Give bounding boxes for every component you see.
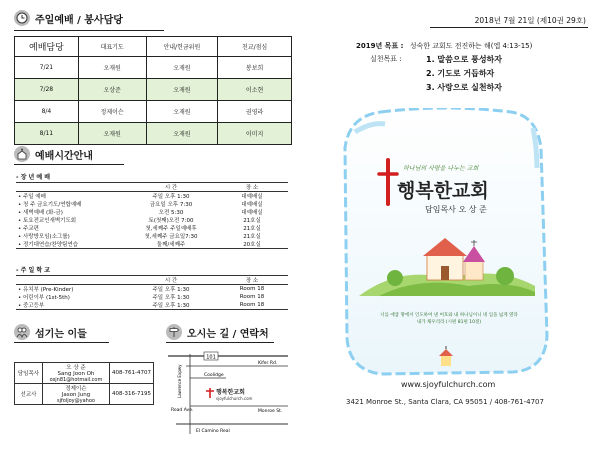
schedule-name: • 중고등부: [18, 303, 45, 309]
schedule-name: • 주일 예배: [18, 194, 46, 200]
helpers-section-title: [14, 324, 87, 340]
duty-title-text: 주일예배 / 봉사담당: [35, 14, 123, 26]
coolidge-label: Coolidge: [204, 373, 224, 378]
duty-col-header: 친교/점심: [218, 37, 292, 57]
schedule-name: • 새벽예배 (화-금): [18, 210, 63, 216]
schedule-place: 21호실: [243, 234, 261, 240]
church-icon: [14, 146, 30, 162]
duty-prayer: 정제이슨: [78, 101, 146, 123]
schedule-place: 20호실: [243, 242, 261, 248]
table-row: [16, 192, 288, 201]
duty-usher: 오재원: [146, 79, 218, 101]
kifer-road-label: Kifer Rd.: [258, 361, 278, 366]
helper-role: 선교사: [15, 384, 43, 405]
helper-name: 오 상 준: [43, 363, 110, 372]
map-church-cross-icon: [206, 388, 214, 398]
schedule-time: 오전 5:30: [158, 210, 184, 216]
sunday-school-label: - 주 일 학 교: [16, 267, 51, 274]
schedule-place: 21호실: [243, 226, 261, 232]
table-row: [16, 285, 288, 294]
duty-col-header: 예배담당: [15, 37, 79, 57]
bulletin-date: 2018년 7월 21일 (제10권 29호): [474, 16, 586, 25]
table-row: [16, 240, 288, 249]
schedule-time: 주일 오후 1:30: [152, 287, 190, 293]
schedule-time: 주일 오후 1:30: [152, 194, 190, 200]
schedule-time: 첫,세째주 금요일7:30: [144, 234, 198, 240]
duty-usher: 오재원: [146, 101, 218, 123]
schedule-time: 토(첫째)오전 7:00: [148, 218, 194, 224]
helpers-title-underline: [14, 342, 109, 343]
directions-map: [166, 350, 290, 436]
helper-email: sjfoljoy@yahoo: [43, 398, 110, 405]
schedule-name: • 어린이부 (1st-5th): [18, 295, 70, 301]
duty-col-header: 안내/헌금위원: [146, 37, 218, 57]
table-row: [16, 224, 288, 232]
directions-title-text: 오시는 길 / 연락처: [187, 328, 269, 340]
duty-date: 7/21: [15, 57, 79, 79]
duty-date: 7/28: [15, 79, 79, 101]
goal-item: 3. 사랑으로 실천하자: [426, 83, 502, 92]
duty-fellowship: 이소현: [218, 79, 292, 101]
helper-phone: 408-316-7195: [110, 384, 154, 405]
helpers-title-text: 섬기는 이들: [35, 328, 87, 340]
practice-label: 실천목표 :: [370, 55, 402, 63]
table-row: [16, 200, 288, 208]
duty-fellowship: 이미지: [218, 123, 292, 145]
helper-phone: 408-761-4707: [110, 363, 154, 384]
schedule-time: 둘째/세째주: [156, 242, 186, 248]
people-icon: [14, 324, 30, 340]
goal-item: 2. 기도로 거듭하자: [426, 69, 495, 78]
duty-date: 8/4: [15, 101, 79, 123]
helper-role: 담임목사: [15, 363, 43, 384]
schedule-place: Room 18: [239, 294, 265, 300]
duty-prayer: 오재원: [78, 123, 146, 145]
cover-church-name: 행복한교회: [397, 180, 489, 202]
schedule-time: 주일 오후 1:30: [152, 303, 190, 309]
directions-section-title: [166, 324, 269, 340]
table-row: [15, 101, 292, 123]
cover-website: www.sjoyfulchurch.com: [401, 380, 496, 389]
table-row: [15, 57, 292, 79]
small-chapel-icon: [437, 346, 455, 368]
directions-title-underline: [166, 342, 274, 343]
duty-table: [14, 36, 292, 145]
duty-col-header: 대표기도: [78, 37, 146, 57]
duty-date: 8/11: [15, 123, 79, 145]
schedule-header-place: 장 소: [216, 183, 288, 192]
schedule-time: 주일 오후 1:30: [152, 295, 190, 301]
schedule-place: 대예배실: [241, 202, 263, 208]
road-sign-icon: [166, 324, 182, 340]
schedule-place: 대예배실: [241, 194, 263, 200]
table-row: [16, 293, 288, 301]
helper-email: osjn81@hotmail.com: [43, 377, 110, 384]
schedule-name: • 청 주 금요기도/연합예배: [18, 202, 82, 208]
date-underline: [430, 27, 588, 28]
road-ave-label: Road Ave.: [171, 408, 194, 413]
year-goal-line: [356, 41, 532, 51]
schedule-header-place: 장 소: [216, 276, 288, 285]
red-cross-icon: [377, 158, 399, 206]
kids-schedule-table: [16, 275, 288, 310]
schedule-name: • 사랑방모임(소그룹): [18, 234, 70, 240]
schedule-time: 첫,세째주 주일예배후: [145, 226, 197, 232]
goal-item: 1. 말씀으로 풍성하자: [426, 55, 502, 64]
helper-name-en: Sang Joon Oh: [43, 371, 110, 377]
cover-pastor: 담임목사 오 상 준: [425, 205, 487, 214]
cover-tagline: 하나님의 사랑을 나누는 교회: [403, 165, 479, 172]
cover-verse: 너를 애굽 땅에서 인도하여 낸 여호와 내 하나님이니 네 입을 넓게 열라 내가 채우리라 (시편 81편 10절): [380, 313, 518, 325]
duty-title-underline: [14, 30, 164, 31]
duty-usher: 오재원: [146, 123, 218, 145]
cover-card: [341, 108, 551, 376]
map-church-name: 행복한교회: [216, 389, 245, 396]
year-goal-label: 2019년 목표 :: [356, 42, 404, 50]
schedule-header-time: 시 간: [126, 183, 216, 192]
clock-icon: [14, 10, 30, 26]
table-row: [16, 301, 288, 310]
helpers-table: [14, 362, 154, 405]
year-goal-text: 성숙한 교회도 전진하는 해(엡 4:13-15): [409, 42, 533, 50]
schedule-section-title: [14, 146, 93, 162]
lawrence-expwy-label: Lawrence Expwy: [177, 364, 182, 398]
table-row: [15, 79, 292, 101]
schedule-place: 대예배실: [241, 210, 263, 216]
duty-fellowship: 봉보희: [218, 57, 292, 79]
schedule-name: • 유치부 (Pre-Kinder): [18, 287, 74, 293]
adult-schedule-table: [16, 182, 288, 249]
duty-prayer: 오재원: [78, 57, 146, 79]
table-row: [15, 384, 154, 393]
schedule-name: • 토요전교인새벽기도회: [18, 218, 77, 224]
duty-usher: 오재원: [146, 57, 218, 79]
cover-address: 3421 Monroe St., Santa Clara, CA 95051 / 408-761-4707: [346, 398, 544, 406]
monroe-street-label: Monroe St.: [258, 409, 283, 414]
schedule-header-time: 시 간: [126, 276, 216, 285]
duty-prayer: 오상준: [78, 79, 146, 101]
table-row: [16, 232, 288, 240]
schedule-title-underline: [14, 164, 124, 165]
schedule-time: 금요일 오후 7:30: [149, 202, 193, 208]
schedule-place: 21호실: [243, 218, 261, 224]
map-church-url: sjoyfulchurch.com: [216, 396, 253, 401]
adult-worship-label: - 장 년 예 배: [16, 174, 51, 181]
schedule-title-text: 예배시간안내: [35, 150, 93, 162]
road-101-label: 101: [206, 354, 216, 361]
table-row: [16, 208, 288, 216]
table-row: [15, 123, 292, 145]
chapel-illustration: [359, 226, 535, 296]
helper-name: 정제이슨: [43, 384, 110, 393]
schedule-place: Room 18: [239, 302, 265, 308]
helper-name-en: Jason Jung: [43, 392, 110, 398]
table-row: [15, 363, 154, 372]
schedule-name: • 주교편: [18, 226, 39, 232]
el-camino-label: El Camino Real: [196, 429, 230, 434]
schedule-place: Room 18: [239, 286, 265, 292]
duty-fellowship: 권영라: [218, 101, 292, 123]
schedule-name: • 정기대연습/찬양팀연습: [18, 242, 78, 248]
duty-section-title: [14, 10, 123, 26]
table-row: [16, 216, 288, 224]
